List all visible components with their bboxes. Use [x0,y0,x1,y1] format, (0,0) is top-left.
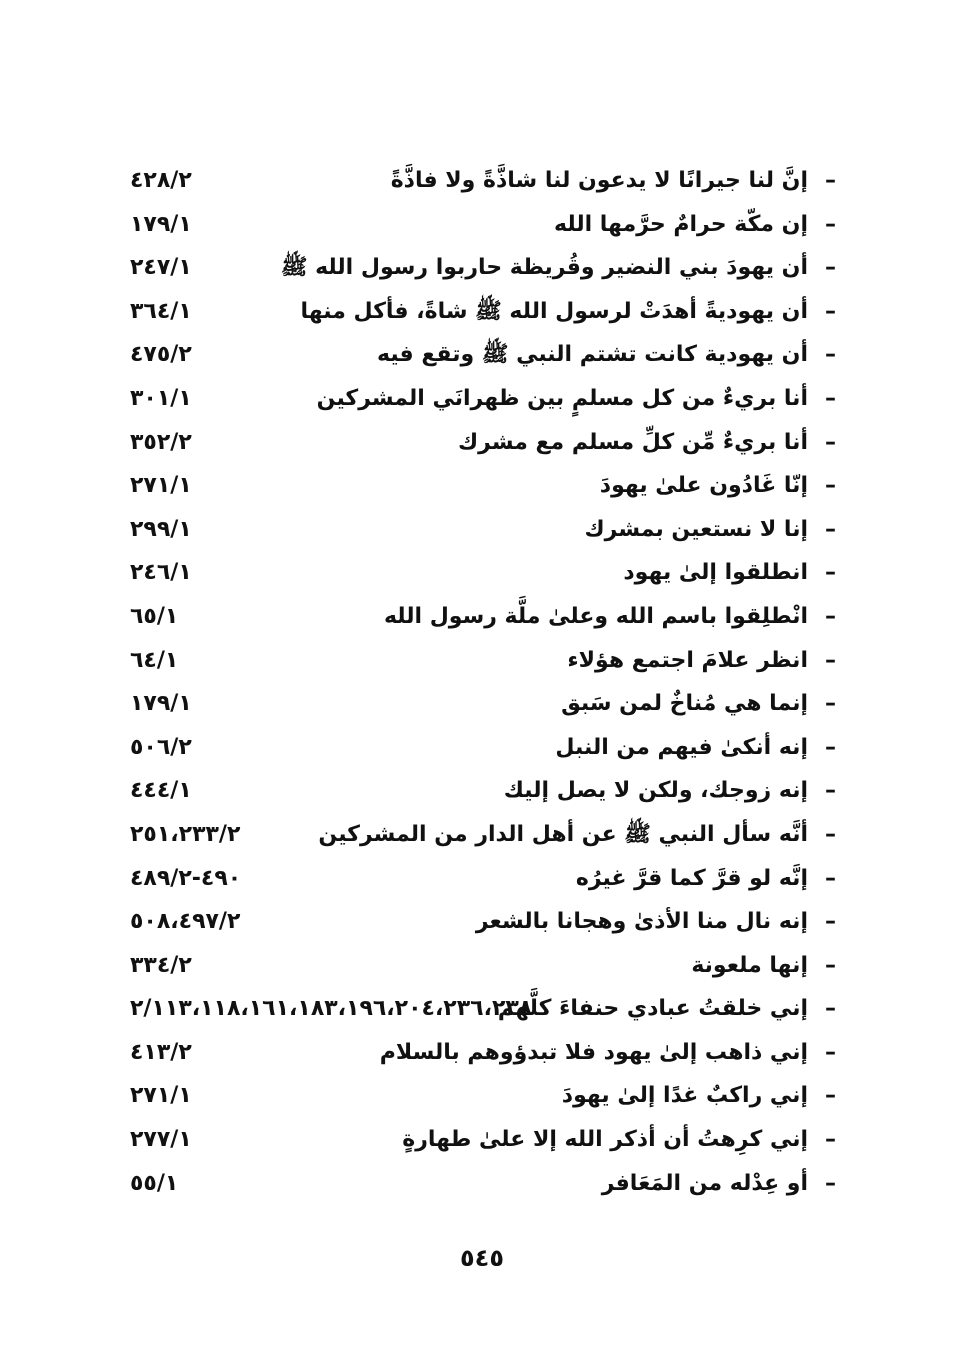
entry-reference: ٢٥١،٢٣٣/٢ [130,821,241,847]
list-item [130,160,836,204]
list-item [130,509,836,553]
entry-dash: – [825,996,836,1022]
entry-reference: ١٧٩/١ [130,691,192,717]
entry-dash: – [825,1170,836,1196]
list-item [130,291,836,335]
entry-reference: ٢٩٩/١ [130,516,192,542]
entry-text: إنَّ لنا جيرانًا لا يدعون لنا شاذَّةً ولا فاذَّةً [390,168,808,193]
list-item [130,422,836,466]
entry-dash: – [825,734,836,760]
entry-reference: ٤٩٠-٤٨٩/٢ [130,865,242,891]
entry-text: إنّا غَادُون علىٰ يهودَ [599,473,808,499]
entry-reference: ٥٥/١ [130,1170,179,1196]
entry-text: أنا بريءٌ مِّن كلِّ مسلم مع مشرك [458,429,808,455]
list-item [130,247,836,291]
entry-reference: ٤٤٤/١ [130,778,192,804]
entry-dash: – [825,691,836,717]
list-item [130,770,836,814]
entry-text: إني راكبٌ غدًا إلىٰ يهودَ [561,1083,808,1109]
entry-text: انطلقوا إلىٰ يهود [623,560,808,586]
list-item [130,596,836,640]
list-item [130,727,836,771]
list-item [130,1075,836,1119]
list-item [130,1032,836,1076]
entry-text: إنه نال منا الأذىٰ وهجانا بالشعر [475,909,808,935]
hadith-index-list [130,160,836,1206]
entry-text: أن يهودية كانت تشتم النبي ﷺ وتقع فيه [376,342,808,368]
entry-text: أن يهوديةً أهدَتْ لرسول الله ﷺ شاةً، فأكل منها [300,298,808,324]
entry-reference: ٢٤٦/١ [130,560,192,586]
list-item [130,465,836,509]
entry-dash: – [825,168,836,193]
entry-reference: ٣٥٢/٢ [130,429,192,455]
entry-reference: ٥٠٨،٤٩٧/٢ [130,909,241,935]
list-item [130,1119,836,1163]
entry-dash: – [825,385,836,411]
entry-dash: – [825,516,836,542]
entry-reference: ٢٤٧/١ [130,255,192,281]
list-item [130,814,836,858]
entry-reference: ٢٧٧/١ [130,1127,192,1153]
entry-dash: – [825,952,836,978]
entry-text: إنه زوجك، ولكن لا يصل إليك [503,778,808,804]
entry-reference: ٤٧٥/٢ [130,342,192,368]
entry-reference: ٦٥/١ [130,603,179,629]
entry-text: أو عِدْله من المَعَافر [601,1170,808,1196]
entry-reference: ٢٧١/١ [130,1083,192,1109]
entry-dash: – [825,909,836,935]
page-number: ٥٤٥ [460,1244,504,1272]
entry-text: إنَّه لو قرَّ كما قرَّ غيرُه [575,865,808,891]
list-item [130,901,836,945]
list-item [130,988,836,1032]
entry-reference: ٥٠٦/٢ [130,734,192,760]
entry-dash: – [825,1083,836,1109]
entry-reference: ٢/١١٣،١١٨،١٦١،١٨٣،١٩٦،٢٠٤،٢٣٦،٢٣٨ [130,996,533,1022]
entry-text: انْطلِقوا باسم الله وعلىٰ ملَّة رسول الله [383,603,808,629]
entry-reference: ٣٠١/١ [130,385,192,411]
entry-dash: – [825,647,836,673]
list-item [130,378,836,422]
entry-text: انظر علامَ اجتمع هؤلاء [567,647,808,673]
entry-text: أنا بريءٌ من كل مسلمٍ بين ظهرانَي المشركين [316,385,808,411]
entry-reference: ٦٤/١ [130,647,179,673]
entry-text: أنَّه سأل النبي ﷺ عن أهل الدار من المشركين [318,821,808,847]
entry-dash: – [825,211,836,237]
list-item [130,945,836,989]
list-item [130,683,836,727]
entry-reference: ١٧٩/١ [130,211,192,237]
list-item [130,1163,836,1207]
entry-dash: – [825,778,836,804]
entry-dash: – [825,255,836,281]
entry-text: إنما هي مُناخٌ لمن سَبق [561,691,808,717]
entry-reference: ٣٦٤/١ [130,298,192,324]
entry-dash: – [825,560,836,586]
entry-reference: ٢٧١/١ [130,473,192,499]
list-item [130,640,836,684]
entry-dash: – [825,821,836,847]
entry-dash: – [825,1127,836,1153]
entry-dash: – [825,865,836,891]
entry-text: إن مكّة حرامٌ حرَّمها الله [554,211,808,237]
entry-text: أن يهودَ بني النضير وقُريظة حاربوا رسول الله ﷺ [280,255,808,281]
entry-dash: – [825,429,836,455]
entry-text: إني خلقتُ عبادي حنفاءَ كلَّهم [497,996,808,1022]
entry-dash: – [825,342,836,368]
entry-reference: ٣٣٤/٢ [130,952,192,978]
entry-text: إني ذاهب إلىٰ يهود فلا تبدؤوهم بالسلام [379,1039,808,1065]
entry-text: إنها ملعونة [691,952,808,978]
entry-text: إني كرِهتُ أن أذكر الله إلا علىٰ طهارةٍ [402,1127,808,1153]
list-item [130,334,836,378]
entry-dash: – [825,298,836,324]
entry-text: إنا لا نستعين بمشرك [584,516,808,542]
list-item [130,552,836,596]
entry-reference: ٤٢٨/٢ [130,168,192,193]
list-item [130,858,836,902]
entry-reference: ٤١٣/٢ [130,1039,192,1065]
list-item [130,204,836,248]
entry-dash: – [825,473,836,499]
entry-dash: – [825,603,836,629]
entry-text: إنه أنكىٰ فيهم من النبل [555,734,808,760]
entry-dash: – [825,1039,836,1065]
